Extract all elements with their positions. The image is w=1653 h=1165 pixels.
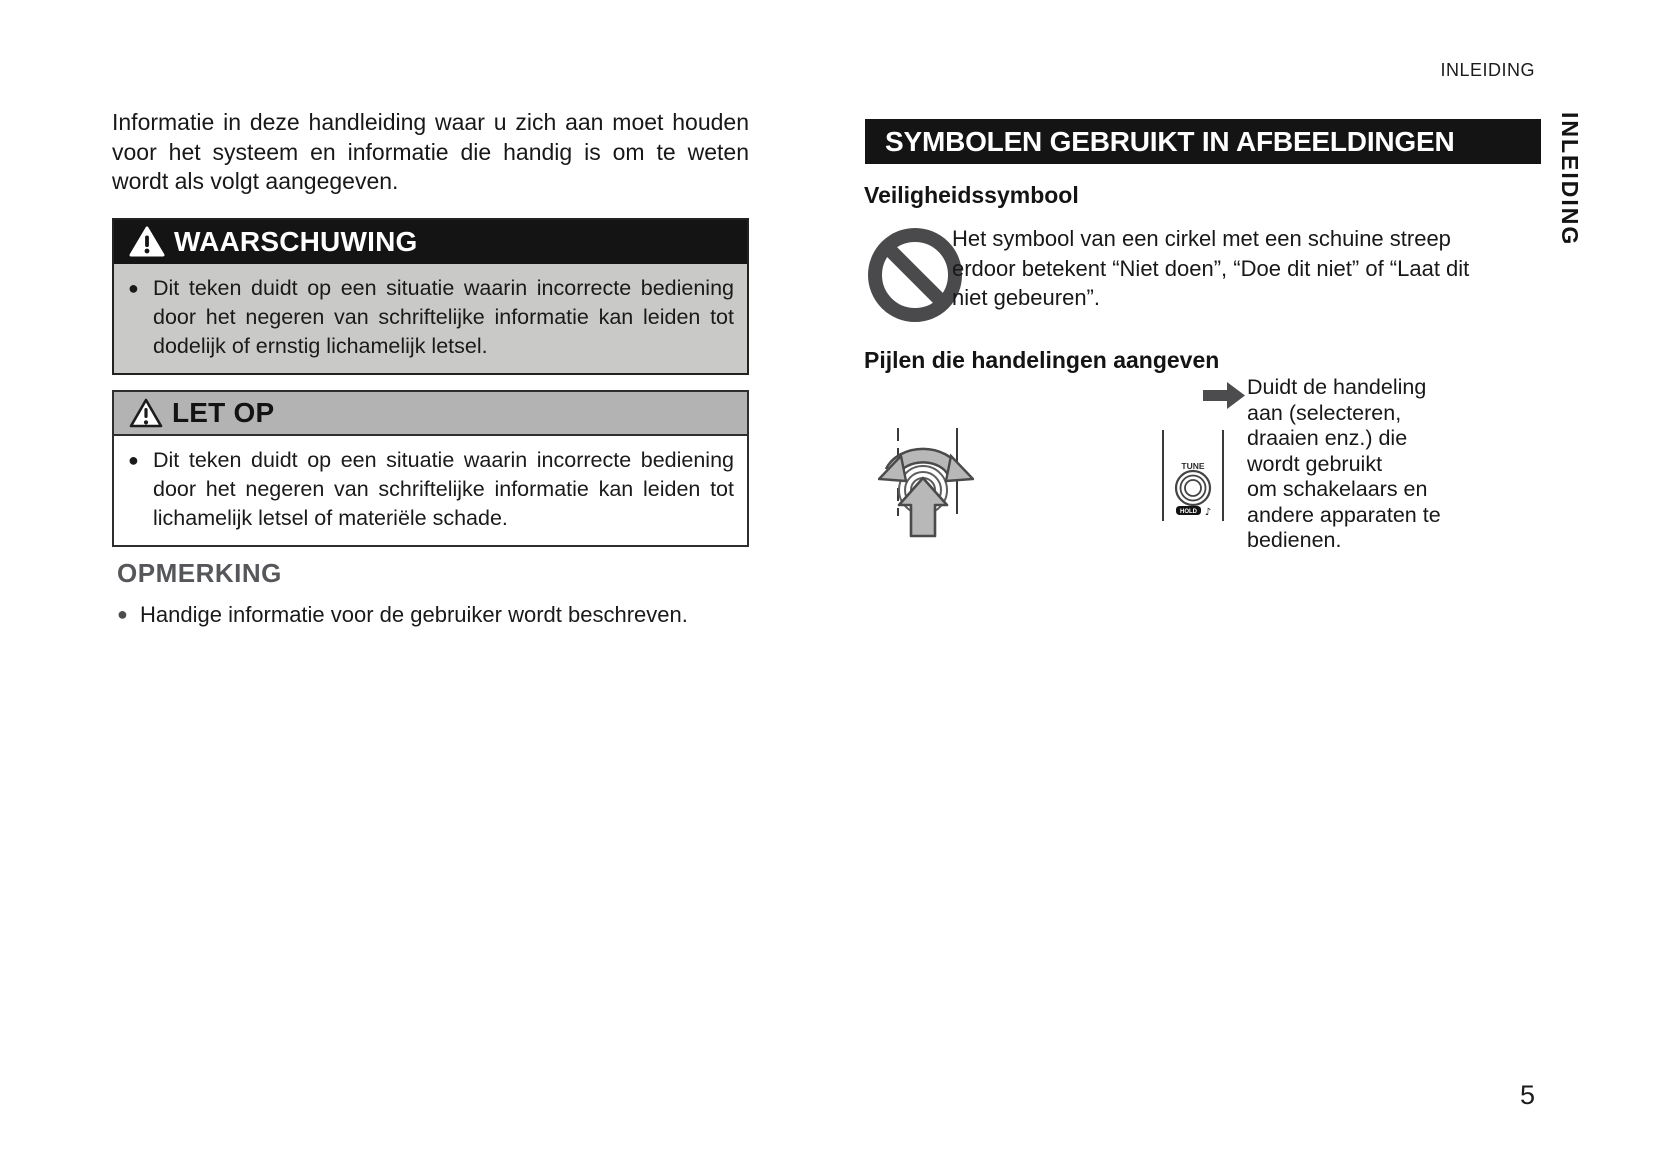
- operation-arrow-line: wordt gebruikt: [1247, 451, 1383, 476]
- note-text: Handige informatie voor de gebruiker wordt beschreven.: [140, 602, 688, 627]
- operation-arrow-line: aan (selecteren,: [1247, 400, 1402, 425]
- knob-badge-label: HOLD: [1180, 509, 1197, 515]
- tune-knob-label: TUNE: [1181, 461, 1205, 471]
- warning-box: [112, 218, 749, 375]
- bullet-icon: ●: [128, 278, 139, 298]
- operation-arrow-icon: [1203, 382, 1245, 410]
- music-note-icon: ♪: [1204, 507, 1212, 518]
- note-line: [117, 600, 754, 629]
- page-header-chapter: INLEIDING: [1440, 60, 1535, 80]
- caution-triangle-icon: [129, 397, 163, 429]
- bullet-icon: ●: [128, 450, 139, 470]
- note-heading: OPMERKING: [117, 558, 282, 588]
- knob-rings-icon: [1176, 471, 1210, 505]
- warning-box-header: [114, 220, 747, 264]
- safety-symbol-text: Het symbool van een cirkel met een schuine streep erdoor betekent “Niet doen”, “Doe dit niet” of “Laat dit niet gebeuren”.: [952, 226, 1470, 310]
- safety-symbol-heading: Veiligheidssymbool: [864, 182, 1079, 208]
- caution-box-body: [114, 436, 747, 545]
- intro-paragraph: Informatie in deze handleiding waar u zich aan moet houden voor het systeem en informatie die handig is om te weten wordt als volgt aangegeven.: [112, 109, 749, 194]
- tune-knob-figure: [1155, 425, 1231, 525]
- warning-box-body: [114, 264, 747, 373]
- warning-box-title: WAARSCHUWING: [174, 226, 418, 257]
- operation-arrow-text: [1247, 375, 1447, 554]
- bullet-icon: ●: [117, 604, 128, 624]
- operation-arrow-line: bedienen.: [1247, 528, 1342, 552]
- rotate-arrow-icon: [879, 456, 973, 481]
- arrows-heading: Pijlen die handelingen aangeven: [864, 347, 1220, 373]
- section-title-bar: SYMBOLEN GEBRUIKT IN AFBEELDINGEN: [865, 119, 1541, 164]
- warning-triangle-icon: [129, 226, 165, 258]
- caution-box-title: LET OP: [172, 397, 275, 428]
- caution-box: [112, 390, 749, 547]
- operation-arrow-line: andere apparaten te: [1247, 502, 1441, 527]
- knob-rotate-figure: [878, 424, 974, 539]
- operation-arrow-line: draaien enz.) die: [1247, 426, 1408, 450]
- chapter-side-tab: INLEIDING: [1557, 112, 1583, 247]
- warning-box-text: Dit teken duidt op een situatie waarin incorrecte bediening door het negeren van schriftelijke informatie kan leiden tot dodelijk of ernstig lichamelijk letsel.: [153, 276, 734, 358]
- operation-arrow-line: om schakelaars en: [1247, 477, 1428, 501]
- prohibition-icon: [866, 226, 964, 324]
- knob-badge: [1176, 506, 1211, 518]
- operation-arrow-line: Duidt de handeling: [1247, 375, 1427, 399]
- caution-box-text: Dit teken duidt op een situatie waarin incorrecte bediening door het negeren van schriftelijke informatie kan leiden tot lichamelijk letsel of materiële schade.: [153, 448, 734, 530]
- page-number: 5: [1519, 1080, 1535, 1110]
- caution-box-header: [114, 392, 747, 436]
